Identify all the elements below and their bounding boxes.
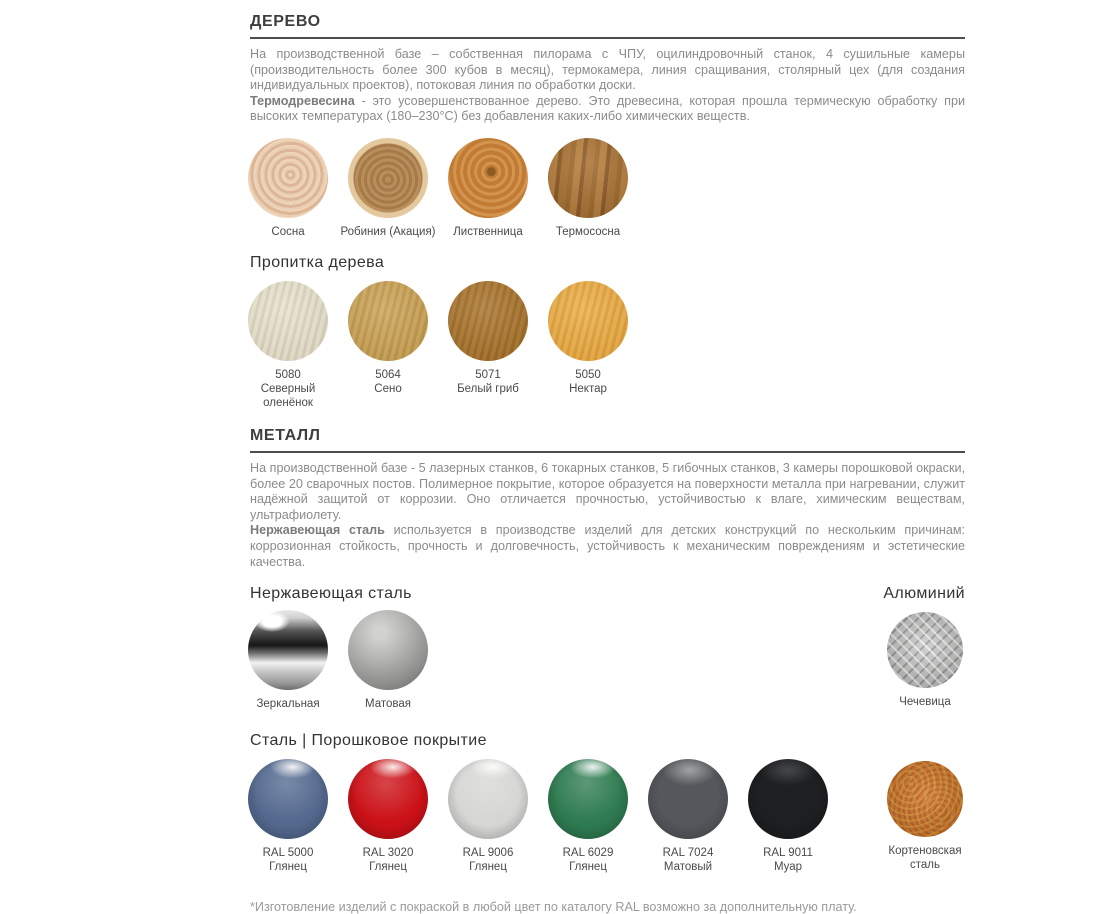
- ral-swatch-7024: [638, 759, 738, 874]
- ral-finish: Глянец: [269, 861, 307, 874]
- stain-code: 5064: [375, 368, 401, 381]
- ral-swatch-9006: [438, 759, 538, 874]
- wood-swatch-larch: [438, 138, 538, 239]
- stain-code: 5050: [575, 368, 601, 381]
- stain-name: Белый гриб: [457, 382, 519, 395]
- ral-swatch-6029: [538, 759, 638, 874]
- wood-swatch-thermopine: [538, 138, 638, 239]
- stain-swatch-5064: [338, 281, 438, 396]
- stain-name: Сено: [374, 382, 402, 395]
- ral-code: RAL 7024: [662, 847, 714, 860]
- powder-coating-row: [238, 759, 965, 874]
- stain-swatch-5080: [238, 281, 338, 410]
- stain-name: Нектар: [569, 382, 607, 395]
- ral-finish: Матовый: [663, 861, 713, 874]
- ral-code: RAL 3020: [362, 847, 414, 860]
- swatch-label: Кортеновская сталь: [888, 845, 962, 872]
- wood-swatch-robinia: [338, 138, 438, 239]
- stainless-row: [238, 610, 965, 711]
- stain-color-image: [448, 281, 528, 361]
- metal-section-title: МЕТАЛЛ: [250, 427, 965, 453]
- stain-color-image: [348, 281, 428, 361]
- metal-paragraph: На производственной базе - 5 лазерных станков, 6 токарных станков, 5 гибочных станков, 3 камеры порошковой окраски, более 20 сварочных постов. Полимерное покрытие, которое образуется на поверхности металла при нагревании, служит надёжной защитой от коррозии. Оно отличается прочностью, устойчивостью к влаге, химическим веществам, ультрафиолету.: [250, 460, 965, 522]
- swatch-label: [538, 368, 638, 396]
- swatch-label: Сосна: [271, 225, 305, 238]
- swatch-label: Матовая: [365, 698, 411, 711]
- corten-steel-image: [887, 761, 963, 837]
- metal-section: [250, 427, 965, 914]
- ral-sphere-image: [348, 759, 428, 839]
- ral-finish: Муар: [773, 861, 803, 874]
- aluminum-swatch-lentil: [875, 610, 975, 709]
- ral-sphere-image: [248, 759, 328, 839]
- thermowood-lead: Термодревесина: [250, 93, 355, 108]
- swatch-label: Чечевица: [899, 696, 951, 709]
- ral-code: RAL 9011: [763, 847, 813, 860]
- thermowood-rest: - это усовершенствованное дерево. Это древесина, которая прошла термическую обработку при высоких температурах (180–230°С) без добавления каких-либо химических веществ.: [250, 93, 965, 124]
- stainless-rest: используется в производстве изделий для детских конструкций по нескольким причинам: коррозионная стойкость, прочность и долговечность, устойчивость к механическим повреждениям и эстетические качества.: [250, 523, 965, 569]
- stain-title: Пропитка дерева: [250, 253, 385, 271]
- diamond-plate-image: [887, 612, 963, 688]
- wood-stain-row: [238, 281, 965, 410]
- ral-finish: Глянец: [569, 861, 607, 874]
- ral-sphere-image: [648, 759, 728, 839]
- stainless-lead: Нержавеющая сталь: [250, 523, 385, 538]
- wood-section-title: ДЕРЕВО: [250, 13, 965, 39]
- swatch-label: [638, 846, 738, 874]
- thermopine-image: [548, 138, 628, 218]
- corten-steel-swatch: [875, 759, 975, 872]
- robinia-slice-image: [348, 138, 428, 218]
- larch-slice-image: [448, 138, 528, 218]
- swatch-label: Зеркальная: [256, 698, 320, 711]
- ral-finish: Глянец: [369, 861, 407, 874]
- powder-coating-title: Сталь | Порошковое покрытие: [250, 732, 487, 750]
- ral-sphere-image: [548, 759, 628, 839]
- stainless-swatch-mirror: [238, 610, 338, 711]
- wood-paragraph: На производственной базе – собственная пилорама с ЧПУ, оцилиндровочный станок, 4 сушильные камеры (производительность более 300 кубов в месяц), термокамера, линия сращивания, столярный цех (для создания индивидуальных проектов), потоковая линия по обработки доски.: [250, 47, 965, 93]
- swatch-label: [538, 846, 638, 874]
- ral-swatch-5000: [238, 759, 338, 874]
- swatch-label: Робиния (Акация): [340, 225, 436, 238]
- mirror-steel-sphere-image: [248, 610, 328, 690]
- stain-color-image: [548, 281, 628, 361]
- swatch-label: [438, 846, 538, 874]
- ral-code: RAL 6029: [562, 847, 614, 860]
- ral-footnote: *Изготовление изделий с покраской в любой цвет по каталогу RAL возможно за дополнительную плату.: [250, 900, 857, 914]
- ral-swatch-3020: [338, 759, 438, 874]
- swatch-label: [438, 368, 538, 396]
- thermowood-paragraph: [250, 94, 965, 125]
- stain-name: Северный оленёнок: [260, 382, 316, 409]
- pine-slice-image: [248, 138, 328, 218]
- ral-code: RAL 9006: [462, 847, 514, 860]
- aluminum-title: Алюминий: [883, 585, 965, 603]
- stain-code: 5080: [275, 368, 301, 381]
- stainless-swatch-matte: [338, 610, 438, 711]
- swatch-label: [738, 846, 838, 874]
- stain-code: 5071: [475, 368, 501, 381]
- swatch-label: [338, 846, 438, 874]
- stainless-title: Нержавеющая сталь: [250, 585, 412, 603]
- wood-swatch-pine: [238, 138, 338, 239]
- swatch-label: [238, 846, 338, 874]
- swatch-label: Термососна: [555, 225, 621, 238]
- ral-code: RAL 5000: [262, 847, 314, 860]
- swatch-label: [238, 368, 338, 410]
- swatch-label: [338, 368, 438, 396]
- stainless-paragraph: [250, 523, 965, 570]
- ral-sphere-image: [448, 759, 528, 839]
- ral-swatch-9011: [738, 759, 838, 874]
- matte-steel-sphere-image: [348, 610, 428, 690]
- ral-finish: Глянец: [469, 861, 507, 874]
- stain-color-image: [248, 281, 328, 361]
- steel-headers-row: [250, 585, 965, 603]
- stain-swatch-5050: [538, 281, 638, 396]
- stain-swatch-5071: [438, 281, 538, 396]
- swatch-label: Лиственница: [453, 225, 523, 238]
- wood-section: [250, 13, 965, 410]
- wood-species-row: [238, 138, 965, 239]
- ral-sphere-image: [748, 759, 828, 839]
